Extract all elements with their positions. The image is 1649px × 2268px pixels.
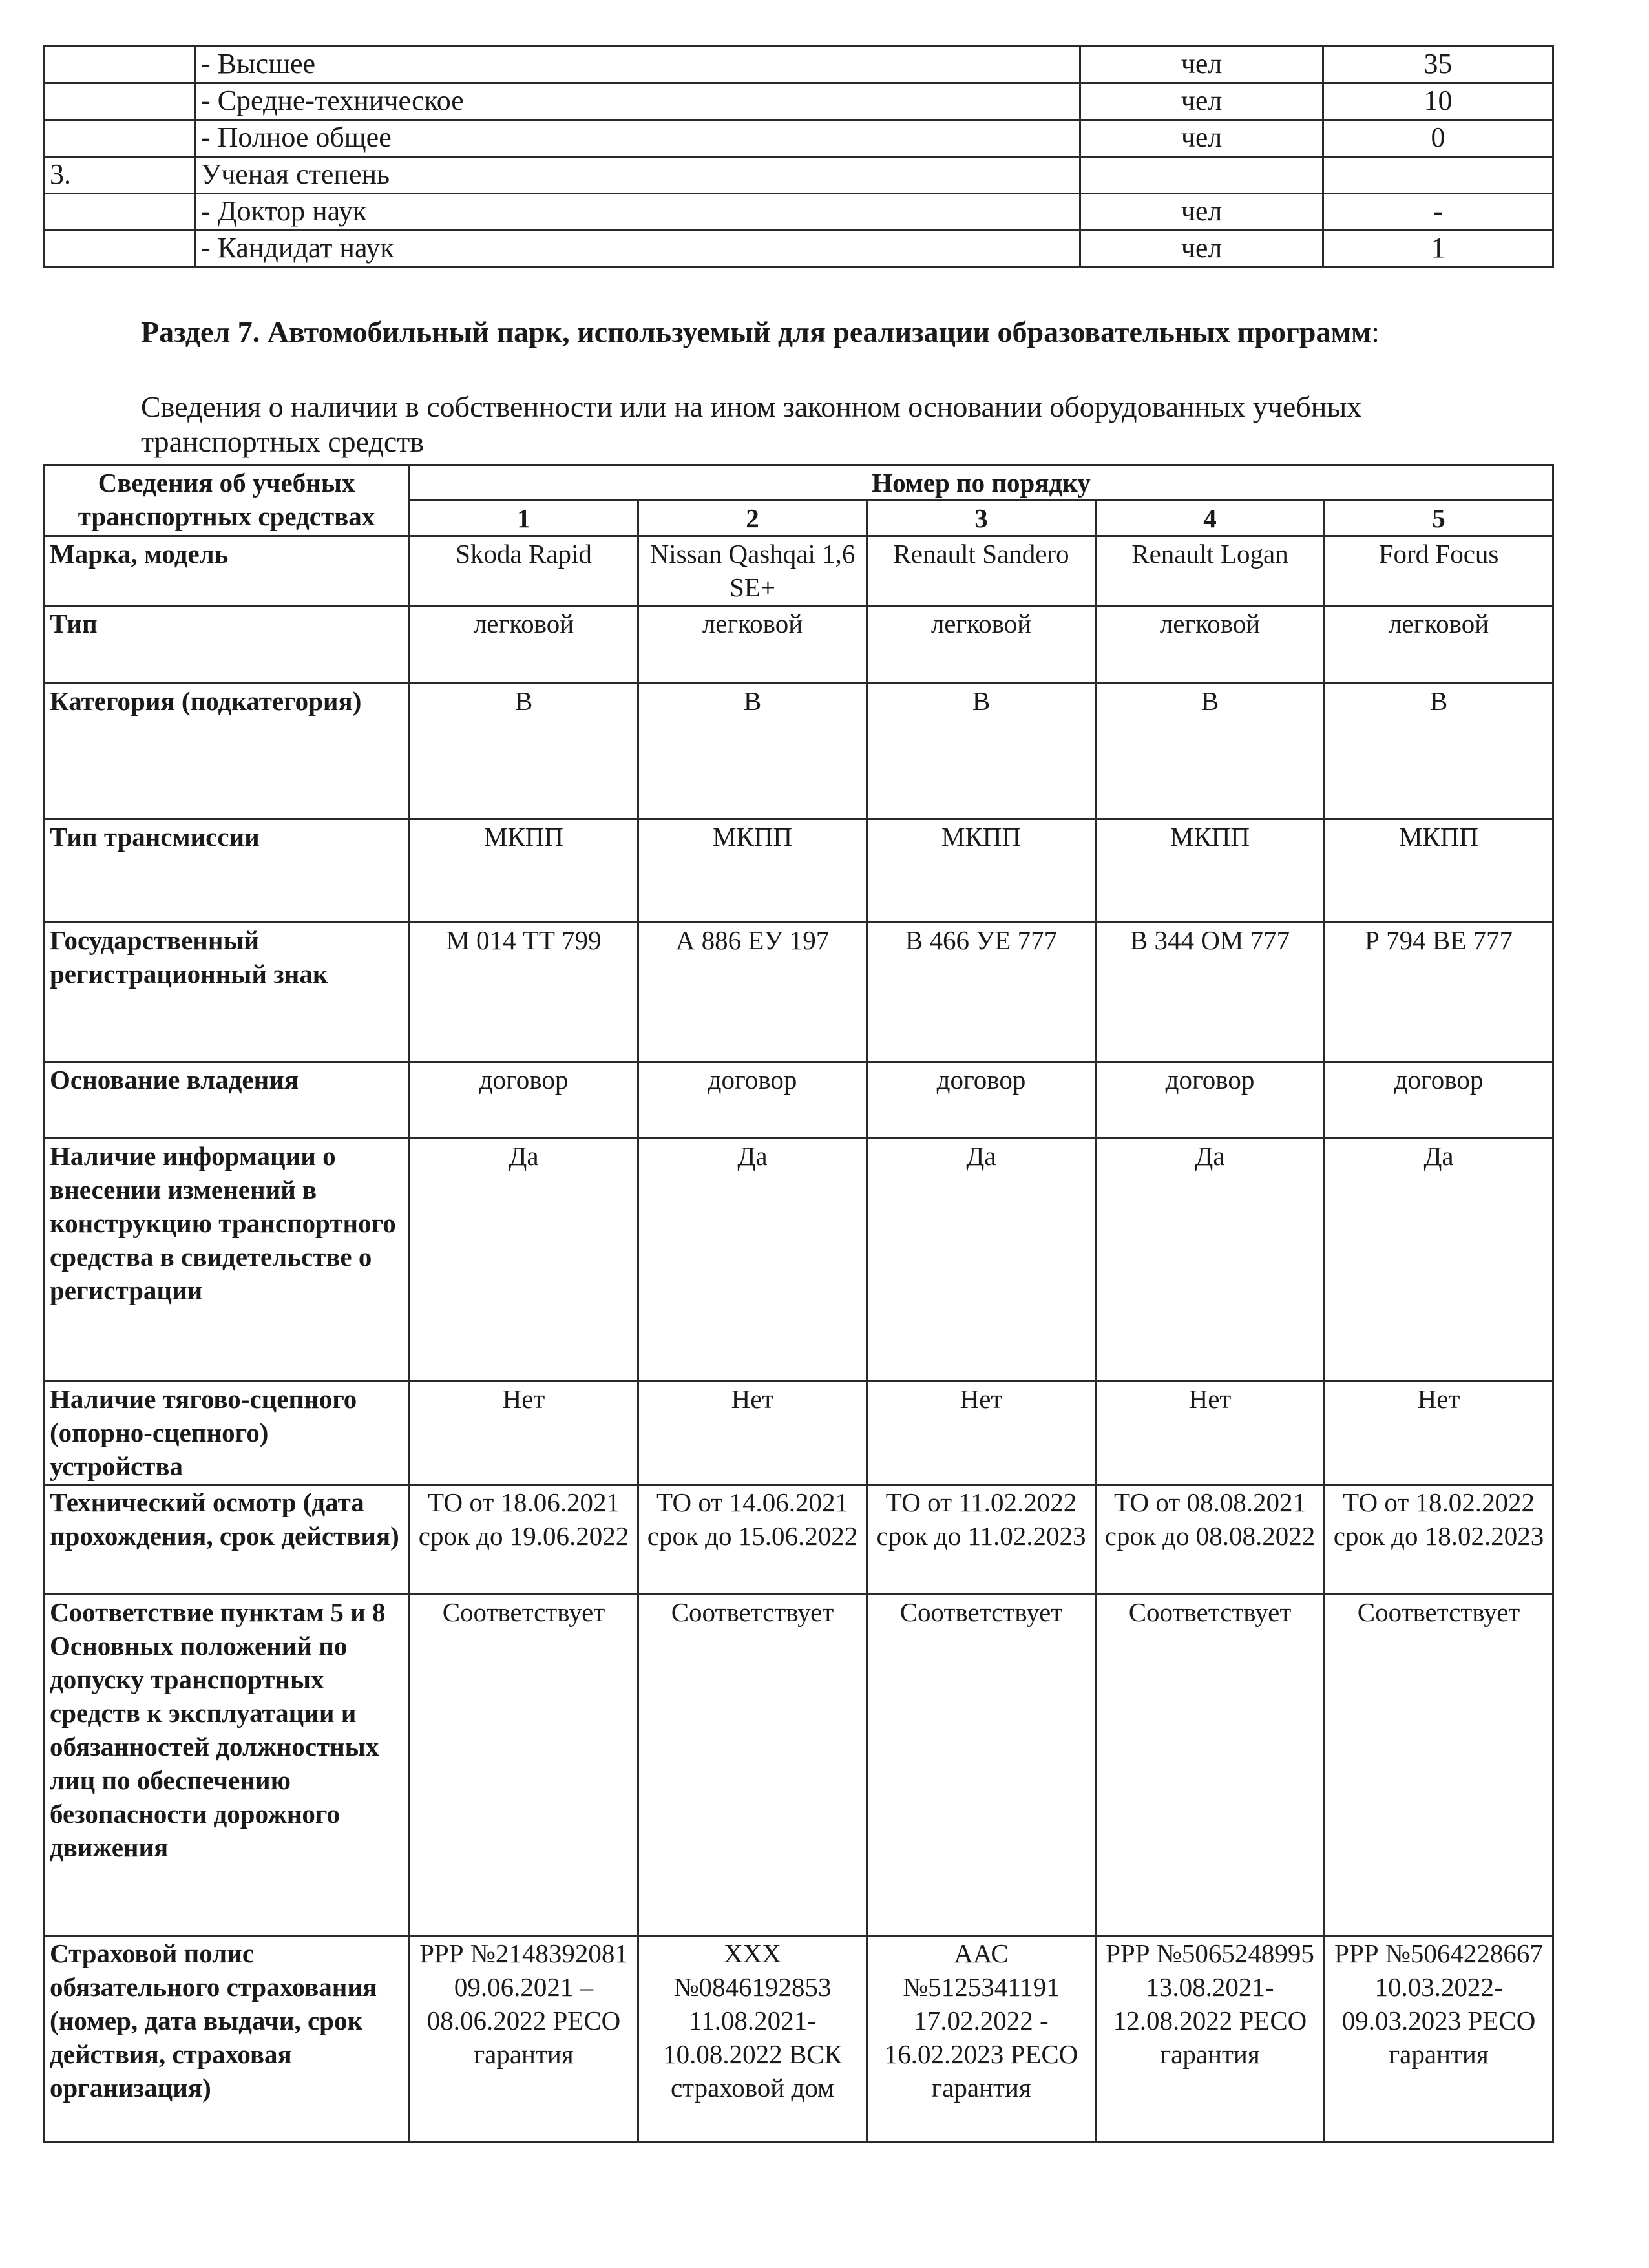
header-group: Номер по порядку (410, 465, 1553, 501)
row-number (44, 83, 195, 120)
row-label: - Кандидат наук (195, 231, 1080, 268)
table-row (44, 1139, 1553, 1381)
column-number: 1 (410, 501, 638, 536)
row-value: 35 (1323, 47, 1553, 83)
row-cell: Да (638, 1139, 867, 1381)
column-number: 2 (638, 501, 867, 536)
section-title-colon: : (1371, 315, 1380, 348)
header-label: Сведения об учебных транспортных средствах (44, 465, 410, 536)
table-row (44, 923, 1553, 1062)
row-cell: Соответствует (410, 1595, 638, 1936)
row-cell: РРР №2148392081 09.06.2021 – 08.06.2022 РЕСО гарантия (410, 1936, 638, 2143)
row-cell: ААС №5125341191 17.02.2022 - 16.02.2023 РЕСО гарантия (867, 1936, 1096, 2143)
row-cell: В 466 УЕ 777 (867, 923, 1096, 1062)
row-cell: Да (410, 1139, 638, 1381)
table-row (44, 83, 1553, 120)
row-cell: ХХХ №0846192853 11.08.2021-10.08.2022 ВСК страховой дом (638, 1936, 867, 2143)
row-cell: Р 794 ВЕ 777 (1325, 923, 1553, 1062)
row-label: Наличие информации о внесении изменений в конструкцию транспортного средства в свидетельстве о регистрации (44, 1139, 410, 1381)
row-label: - Полное общее (195, 120, 1080, 157)
row-number (44, 120, 195, 157)
row-cell: В 344 ОМ 777 (1096, 923, 1325, 1062)
row-cell: МКПП (410, 819, 638, 923)
row-cell: ТО от 08.08.2021 срок до 08.08.2022 (1096, 1485, 1325, 1595)
row-cell: легковой (638, 606, 867, 684)
row-cell: В (638, 684, 867, 819)
row-value: 1 (1323, 231, 1553, 268)
row-label: Страховой полис обязательного страхования (номер, дата выдачи, срок действия, страховая организация) (44, 1936, 410, 2143)
row-cell: легковой (1096, 606, 1325, 684)
row-cell: ТО от 18.06.2021 срок до 19.06.2022 (410, 1485, 638, 1595)
section-subtitle: Сведения о наличии в собственности или на ином законном основании оборудованных учебных транспортных средств (141, 390, 1362, 458)
row-cell: Нет (638, 1381, 867, 1485)
column-number: 5 (1325, 501, 1553, 536)
table-row (44, 1062, 1553, 1139)
table-row (44, 1381, 1553, 1485)
table-row (44, 536, 1553, 606)
row-cell: Renault Logan (1096, 536, 1325, 606)
row-cell: договор (638, 1062, 867, 1139)
row-value: - (1323, 194, 1553, 231)
row-cell: Renault Sandero (867, 536, 1096, 606)
row-label: Марка, модель (44, 536, 410, 606)
row-cell: Соответствует (638, 1595, 867, 1936)
row-unit (1080, 157, 1323, 194)
row-label: Наличие тягово-сцепного (опорно-сцепного) устройства (44, 1381, 410, 1485)
table-row (44, 1595, 1553, 1936)
row-label: Технический осмотр (дата прохождения, срок действия) (44, 1485, 410, 1595)
row-label: Государственный регистрационный знак (44, 923, 410, 1062)
row-cell: договор (867, 1062, 1096, 1139)
row-cell: легковой (410, 606, 638, 684)
row-cell: Skoda Rapid (410, 536, 638, 606)
row-unit: чел (1080, 47, 1323, 83)
row-cell: ТО от 18.02.2022 срок до 18.02.2023 (1325, 1485, 1553, 1595)
row-cell: Ford Focus (1325, 536, 1553, 606)
row-unit: чел (1080, 231, 1323, 268)
row-cell: А 886 ЕУ 197 (638, 923, 867, 1062)
row-cell: Соответствует (1096, 1595, 1325, 1936)
table-row (44, 1485, 1553, 1595)
row-label: Основание владения (44, 1062, 410, 1139)
table-row (44, 819, 1553, 923)
row-label: Ученая степень (195, 157, 1080, 194)
row-cell: ТО от 14.06.2021 срок до 15.06.2022 (638, 1485, 867, 1595)
row-number (44, 47, 195, 83)
row-unit: чел (1080, 83, 1323, 120)
table-header-row (44, 465, 1553, 501)
table-row (44, 231, 1553, 268)
row-cell: Нет (410, 1381, 638, 1485)
row-cell: В (410, 684, 638, 819)
row-cell: Соответствует (867, 1595, 1096, 1936)
table-row (44, 120, 1553, 157)
row-label: - Средне-техническое (195, 83, 1080, 120)
section-title-text: Раздел 7. Автомобильный парк, используемый для реализации образовательных программ (141, 315, 1372, 348)
table-row (44, 47, 1553, 83)
row-cell: Нет (1096, 1381, 1325, 1485)
row-number (44, 231, 195, 268)
row-cell: В (867, 684, 1096, 819)
table-row (44, 157, 1553, 194)
column-number: 4 (1096, 501, 1325, 536)
row-cell: договор (1096, 1062, 1325, 1139)
row-cell: В (1325, 684, 1553, 819)
row-cell: Да (1096, 1139, 1325, 1381)
row-cell: договор (1325, 1062, 1553, 1139)
row-cell: М 014 ТТ 799 (410, 923, 638, 1062)
section-title (141, 315, 1478, 350)
row-cell: договор (410, 1062, 638, 1139)
row-label: - Доктор наук (195, 194, 1080, 231)
row-cell: Нет (867, 1381, 1096, 1485)
row-cell: РРР №5064228667 10.03.2022-09.03.2023 РЕСО гарантия (1325, 1936, 1553, 2143)
row-value: 10 (1323, 83, 1553, 120)
row-cell: Да (1325, 1139, 1553, 1381)
row-unit: чел (1080, 194, 1323, 231)
education-stats-table (43, 45, 1554, 268)
row-number (44, 194, 195, 231)
row-label: Категория (подкатегория) (44, 684, 410, 819)
row-unit: чел (1080, 120, 1323, 157)
row-label: Соответствие пунктам 5 и 8 Основных положений по допуску транспортных средств к эксплуатации и обязанностей должностных лиц по обеспечению безопасности дорожного движения (44, 1595, 410, 1936)
row-label: Тип трансмиссии (44, 819, 410, 923)
row-label: Тип (44, 606, 410, 684)
column-number: 3 (867, 501, 1096, 536)
row-cell: Нет (1325, 1381, 1553, 1485)
row-cell: Соответствует (1325, 1595, 1553, 1936)
row-cell: РРР №5065248995 13.08.2021-12.08.2022 РЕСО гарантия (1096, 1936, 1325, 2143)
table-row (44, 684, 1553, 819)
table-row (44, 194, 1553, 231)
row-number: 3. (44, 157, 195, 194)
vehicles-table (43, 464, 1554, 2143)
row-cell: МКПП (867, 819, 1096, 923)
row-label: - Высшее (195, 47, 1080, 83)
table-row (44, 606, 1553, 684)
row-cell: легковой (867, 606, 1096, 684)
row-cell: В (1096, 684, 1325, 819)
row-cell: легковой (1325, 606, 1553, 684)
row-cell: МКПП (1096, 819, 1325, 923)
row-cell: Nissan Qashqai 1,6 SE+ (638, 536, 867, 606)
row-value (1323, 157, 1553, 194)
row-value: 0 (1323, 120, 1553, 157)
table-row (44, 1936, 1553, 2143)
row-cell: МКПП (1325, 819, 1553, 923)
row-cell: МКПП (638, 819, 867, 923)
row-cell: Да (867, 1139, 1096, 1381)
row-cell: ТО от 11.02.2022 срок до 11.02.2023 (867, 1485, 1096, 1595)
